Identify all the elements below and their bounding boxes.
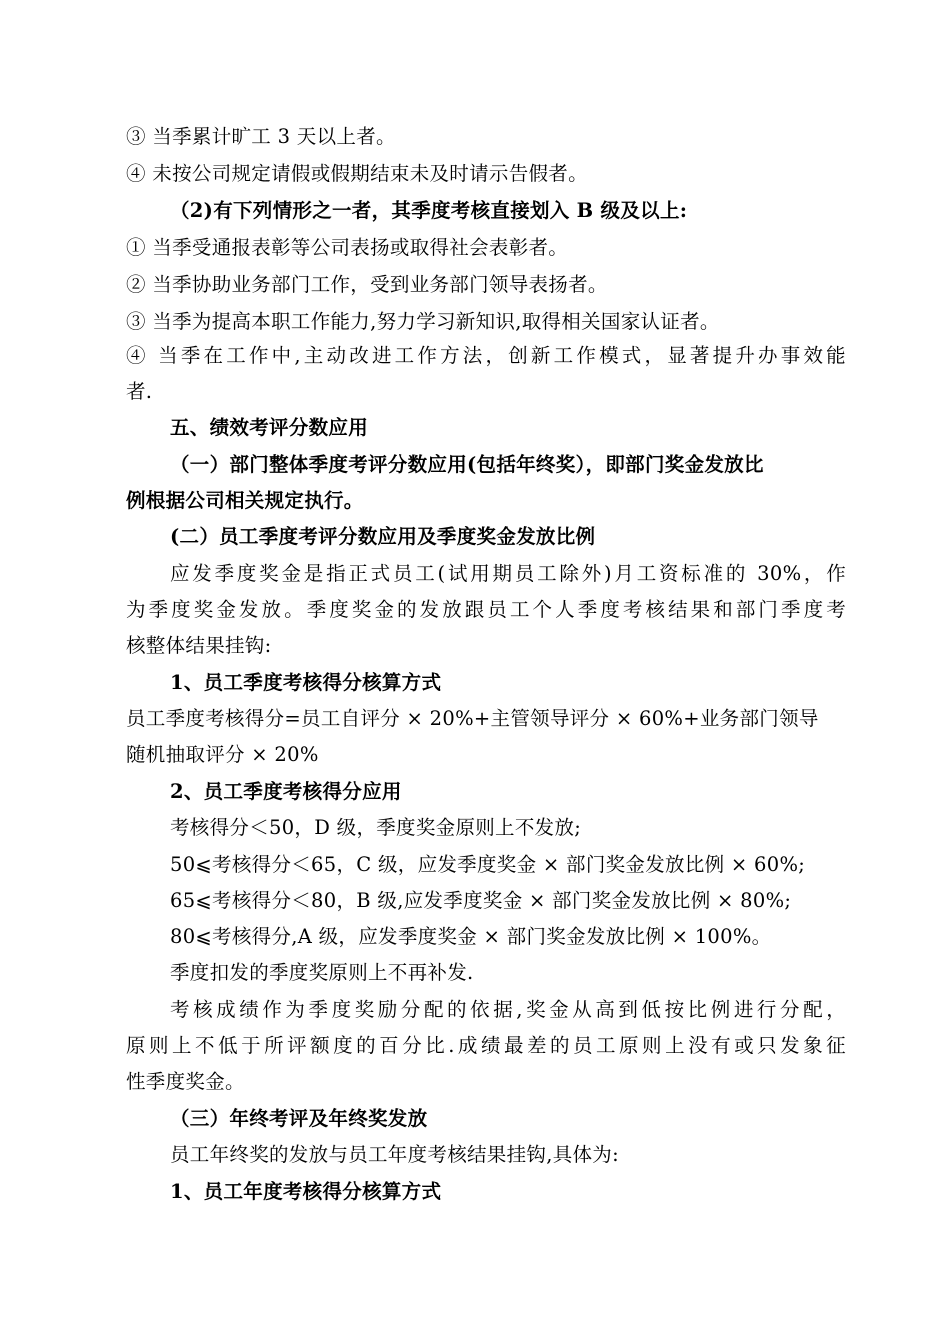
list-item: ② 当季协助业务部门工作，受到业务部门领导表扬者。 xyxy=(126,273,608,296)
rule-line: 65⩽考核得分＜80，B 级,应发季度奖金 × 部门奖金发放比例 × 80%; xyxy=(170,889,792,912)
paragraph-line: 性季度奖金。 xyxy=(126,1070,245,1093)
paragraph-line: 核整体结果挂钩: xyxy=(126,634,272,657)
item-heading: 1、员工年度考核得分核算方式 xyxy=(170,1180,442,1203)
rule-line: 考核得分＜50，D 级，季度奖金原则上不发放; xyxy=(170,816,582,839)
rule-line: 50⩽考核得分＜65，C 级，应发季度奖金 × 部门奖金发放比例 × 60%; xyxy=(170,853,806,876)
rule-line: 80⩽考核得分,A 级，应发季度奖金 × 部门奖金发放比例 × 100%。 xyxy=(170,925,772,948)
paragraph-line: 原则上不低于所评额度的百分比.成绩最差的员工原则上没有或只发象征 xyxy=(126,1034,846,1057)
list-item: ④ 未按公司规定请假或假期结束未及时请示告假者。 xyxy=(126,162,588,185)
rule-line: 季度扣发的季度奖原则上不再补发. xyxy=(170,961,474,984)
subsection-heading-continuation: 例根据公司相关规定执行。 xyxy=(126,489,364,512)
item-heading: 2、员工季度考核得分应用 xyxy=(170,780,402,803)
subsection-heading: （三）年终考评及年终奖发放 xyxy=(170,1107,428,1130)
list-item: ① 当季受通报表彰等公司表扬或取得社会表彰者。 xyxy=(126,236,569,259)
list-item: ③ 当季累计旷工 3 天以上者。 xyxy=(126,125,396,148)
subsection-heading: （2)有下列情形之一者，其季度考核直接划入 B 级及以上: xyxy=(170,199,688,222)
subsection-heading: （一）部门整体季度考评分数应用(包括年终奖），即部门奖金发放比 xyxy=(170,453,764,476)
section-heading: 五、绩效考评分数应用 xyxy=(170,416,369,439)
list-item: ③ 当季为提高本职工作能力,努力学习新知识,取得相关国家认证者。 xyxy=(126,310,720,333)
paragraph-line: 为季度奖金发放。季度奖金的发放跟员工个人季度考核结果和部门季度考 xyxy=(126,598,846,621)
paragraph-line: 员工年终奖的发放与员工年度考核结果挂钩,具体为: xyxy=(170,1143,619,1166)
formula-line: 员工季度考核得分=员工自评分 × 20%+主管领导评分 × 60%+业务部门领导 xyxy=(126,707,819,730)
formula-line: 随机抽取评分 × 20% xyxy=(126,743,319,766)
list-item: ④ 当季在工作中,主动改进工作方法，创新工作模式，显著提升办事效能 xyxy=(126,344,846,367)
subsection-heading: (二）员工季度考评分数应用及季度奖金发放比例 xyxy=(170,525,596,548)
paragraph-line: 应发季度奖金是指正式员工(试用期员工除外)月工资标准的 30%，作 xyxy=(170,562,846,585)
paragraph-line: 考核成绩作为季度奖励分配的依据,奖金从高到低按比例进行分配， xyxy=(170,998,846,1021)
item-heading: 1、员工季度考核得分核算方式 xyxy=(170,671,442,694)
list-item-continuation: 者. xyxy=(126,380,153,403)
